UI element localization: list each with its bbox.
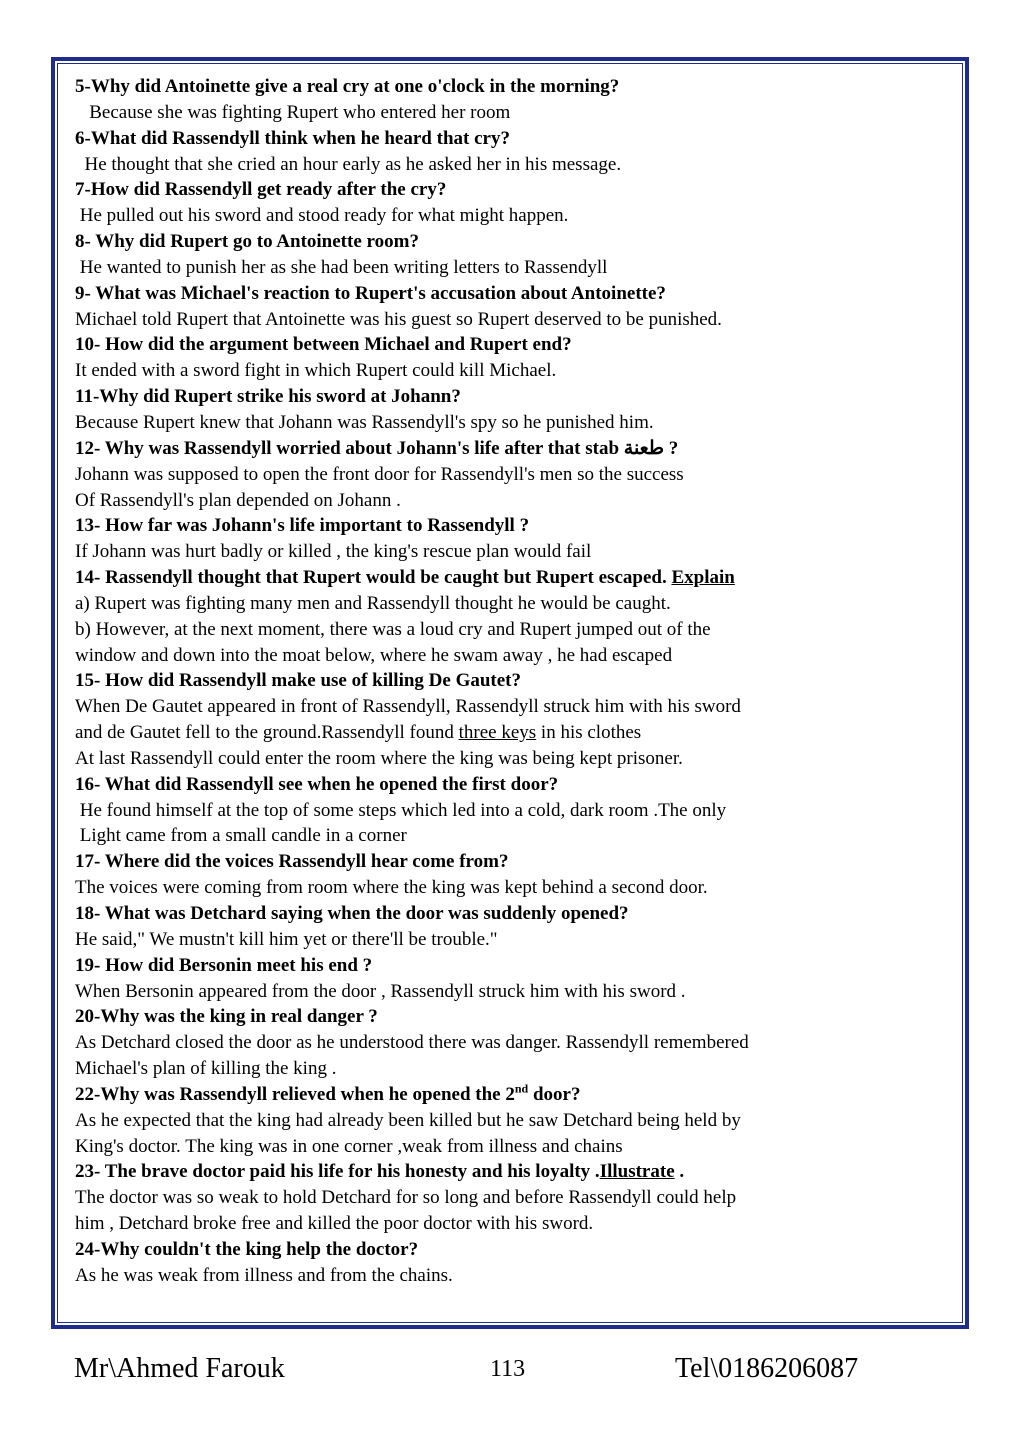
- answer-14-line-2: b) However, at the next moment, there was a loud cry and Rupert jumped out of the: [75, 618, 711, 640]
- answer-10: It ended with a sword fight in which Rupert could kill Michael.: [75, 360, 557, 382]
- answer-15-line-3: At last Rassendyll could enter the room where the king was being kept prisoner.: [75, 747, 683, 769]
- question-18: 18- What was Detchard saying when the door was suddenly opened?: [75, 903, 629, 924]
- answer-12-line-1: Johann was supposed to open the front door for Rassendyll's men so the success: [75, 463, 684, 485]
- question-16: 16- What did Rassendyll see when he opened the first door?: [75, 773, 559, 795]
- question-23-text-end: .: [674, 1161, 685, 1183]
- answer-15-text-post: in his clothes: [536, 722, 642, 744]
- answer-9: Michael told Rupert that Antoinette was his guest so Rupert deserved to be punished.: [75, 308, 722, 330]
- answer-23-line-2: him , Detchard broke free and killed the poor doctor with his sword.: [75, 1213, 594, 1235]
- answer-20-line-1: As Detchard closed the door as he understood there was danger. Rassendyll remembered: [75, 1032, 749, 1054]
- question-24: 24-Why couldn't the king help the doctor?: [75, 1238, 419, 1260]
- answer-13: If Johann was hurt badly or killed , the king's rescue plan would fail: [75, 541, 592, 563]
- answer-12-line-2: Of Rassendyll's plan depended on Johann .: [75, 489, 401, 511]
- question-23: [75, 1159, 955, 1185]
- question-8: 8- Why did Rupert go to Antoinette room?: [75, 231, 419, 253]
- question-17: 17- Where did the voices Rassendyll hear come from?: [75, 851, 509, 873]
- question-20: 20-Why was the king in real danger ?: [75, 1006, 378, 1028]
- question-22: [75, 1082, 955, 1108]
- answer-20-line-2: Michael's plan of killing the king .: [75, 1058, 337, 1080]
- answer-11: Because Rupert knew that Johann was Rassendyll's spy so he punished him.: [75, 411, 654, 433]
- question-19: 19- How did Bersonin meet his end ?: [75, 954, 373, 976]
- answer-17: The voices were coming from room where the king was kept behind a second door.: [75, 877, 708, 899]
- question-5: 5-Why did Antoinette give a real cry at one o'clock in the morning?: [75, 76, 620, 97]
- answer-14-line-3: window and down into the moat below, where he swam away , he had escaped: [75, 644, 673, 666]
- answer-22-line-2: King's doctor. The king was in one corner ,weak from illness and chains: [75, 1135, 623, 1157]
- question-13: 13- How far was Johann's life important to Rassendyll ?: [75, 515, 530, 537]
- question-10: 10- How did the argument between Michael and Rupert end?: [75, 334, 572, 356]
- footer-author: Mr\Ahmed Farouk: [74, 1353, 285, 1384]
- answer-18: He said," We mustn't kill him yet or there'll be trouble.": [75, 928, 498, 950]
- question-23-keyword: Illustrate: [599, 1161, 675, 1183]
- answer-16-line-2: Light came from a small candle in a corner: [75, 825, 407, 847]
- question-6: 6-What did Rassendyll think when he heard that cry?: [75, 127, 510, 149]
- answer-19: When Bersonin appeared from the door , Rassendyll struck him with his sword .: [75, 980, 686, 1002]
- answer-15-text-pre: and de Gautet fell to the ground.Rassendyll found: [75, 722, 459, 744]
- question-9: 9- What was Michael's reaction to Rupert's accusation about Antoinette?: [75, 282, 666, 304]
- answer-15-line-2: [75, 720, 955, 746]
- question-14: [75, 565, 955, 591]
- question-14-text: 14- Rassendyll thought that Rupert would be caught but Rupert escaped.: [75, 567, 672, 589]
- answer-5: Because she was fighting Rupert who entered her room: [75, 101, 511, 123]
- question-14-keyword: Explain: [671, 567, 735, 589]
- question-7: 7-How did Rassendyll get ready after the cry?: [75, 179, 447, 201]
- question-12: 12- Why was Rassendyll worried about Johann's life after that stab طعنة ?: [75, 437, 679, 459]
- answer-15-keyword: three keys: [458, 722, 537, 744]
- question-answer-list: [75, 74, 955, 1289]
- answer-15-line-1: When De Gautet appeared in front of Rassendyll, Rassendyll struck him with his sword: [75, 696, 741, 718]
- question-23-text: 23- The brave doctor paid his life for his honesty and his loyalty .: [75, 1161, 600, 1183]
- answer-8: He wanted to punish her as she had been writing letters to Rassendyll: [75, 256, 608, 278]
- answer-22-line-1: As he expected that the king had already been killed but he saw Detchard being held by: [75, 1109, 741, 1131]
- answer-24: As he was weak from illness and from the chains.: [75, 1264, 453, 1286]
- question-11: 11-Why did Rupert strike his sword at Johann?: [75, 386, 461, 408]
- question-22-ordinal: nd: [514, 1081, 529, 1096]
- footer-telephone: Tel\0186206087: [675, 1353, 859, 1384]
- answer-23-line-1: The doctor was so weak to hold Detchard for so long and before Rassendyll could help: [75, 1187, 737, 1209]
- question-22-text-end: door?: [528, 1083, 581, 1105]
- answer-6: He thought that she cried an hour early as he asked her in his message.: [75, 153, 622, 175]
- answer-16-line-1: He found himself at the top of some steps which led into a cold, dark room .The only: [75, 799, 727, 821]
- answer-14-line-1: a) Rupert was fighting many men and Rassendyll thought he would be caught.: [75, 592, 671, 614]
- question-22-text: 22-Why was Rassendyll relieved when he opened the 2: [75, 1083, 515, 1105]
- page-number: 113: [490, 1356, 526, 1382]
- answer-7: He pulled out his sword and stood ready for what might happen.: [75, 205, 569, 227]
- question-15: 15- How did Rassendyll make use of killing De Gautet?: [75, 670, 522, 692]
